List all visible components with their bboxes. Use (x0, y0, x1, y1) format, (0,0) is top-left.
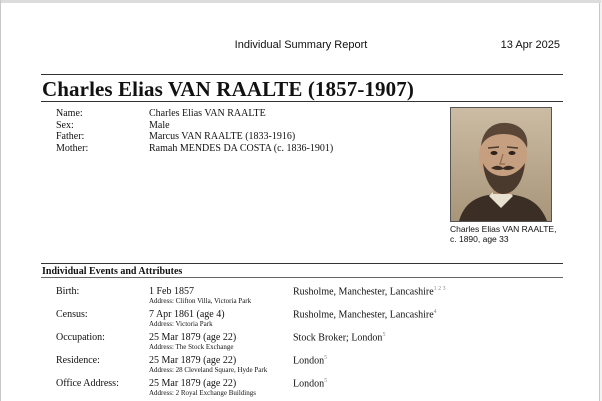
fact-row-name (56, 108, 333, 120)
portrait-photo (450, 107, 552, 222)
event-address: Address: Victoria Park (149, 320, 213, 328)
event-place (293, 286, 446, 297)
event-address: Address: 28 Cleveland Square, Hyde Park (149, 366, 268, 374)
event-address: Address: Clifton Villa, Victoria Park (149, 297, 252, 305)
title-divider-top (41, 74, 563, 75)
fact-label: Father: (56, 131, 85, 142)
report-header-title: Individual Summary Report (234, 39, 368, 51)
fact-value: Male (149, 119, 170, 131)
event-row-residence (56, 355, 556, 378)
title-divider-bottom (41, 101, 563, 102)
fact-label: Mother: (56, 142, 89, 154)
event-row-office-address (56, 378, 556, 401)
event-row-birth (56, 286, 556, 309)
source-citation[interactable]: 5 (324, 378, 328, 384)
event-place-text: London (293, 355, 325, 367)
section-divider (41, 263, 563, 264)
fact-row-sex (56, 120, 333, 132)
section-underline (41, 277, 563, 278)
event-date: 25 Mar 1879 (age 22) (149, 355, 237, 366)
fact-row-father (56, 131, 333, 143)
caption-line: Charles Elias VAN RAALTE, (450, 224, 557, 234)
event-place (293, 378, 327, 389)
section-heading: Individual Events and Attributes (42, 266, 183, 277)
event-place-text: Stock Broker; London (293, 332, 383, 344)
window-top-edge (1, 0, 601, 3)
source-citation[interactable]: 4 (433, 309, 437, 315)
fact-label: Name: (56, 108, 83, 119)
portrait-caption (450, 224, 562, 244)
person-title: Charles Elias VAN RAALTE (1857-1907) (42, 77, 414, 101)
source-citation[interactable]: 5 (324, 355, 328, 361)
fact-label: Sex: (56, 119, 74, 131)
fact-value: Charles Elias VAN RAALTE (149, 108, 266, 119)
event-place (293, 355, 327, 366)
event-label: Residence: (56, 355, 100, 366)
caption-line: c. 1890, age 33 (450, 234, 509, 244)
event-label: Office Address: (56, 378, 119, 389)
report-header-date: 13 Apr 2025 (500, 39, 560, 51)
event-place (293, 309, 437, 320)
event-date: 1 Feb 1857 (149, 286, 194, 297)
event-row-census (56, 309, 556, 332)
event-label: Birth: (56, 286, 80, 297)
events-list (56, 286, 556, 401)
event-date: 25 Mar 1879 (age 22) (149, 332, 237, 343)
fact-row-mother (56, 143, 333, 155)
event-address: Address: The Stock Exchange (149, 343, 234, 351)
event-place-text: Rusholme, Manchester, Lancashire (293, 286, 434, 298)
event-date: 7 Apr 1861 (age 4) (149, 309, 225, 320)
source-citation[interactable]: 1 2 3 (433, 286, 446, 292)
fact-value: Ramah MENDES DA COSTA (c. 1836-1901) (149, 142, 334, 154)
person-facts (56, 108, 333, 154)
event-date: 25 Mar 1879 (age 22) (149, 378, 237, 389)
event-label: Census: (56, 309, 88, 320)
event-address: Address: 2 Royal Exchange Buildings (149, 389, 256, 397)
event-place (293, 332, 385, 343)
event-label: Occupation: (56, 332, 105, 343)
portrait-image (451, 108, 551, 221)
fact-value: Marcus VAN RAALTE (1833-1916) (149, 131, 296, 142)
event-row-occupation (56, 332, 556, 355)
source-citation[interactable]: 5 (382, 332, 386, 338)
event-place-text: London (293, 378, 325, 390)
event-place-text: Rusholme, Manchester, Lancashire (293, 309, 434, 321)
